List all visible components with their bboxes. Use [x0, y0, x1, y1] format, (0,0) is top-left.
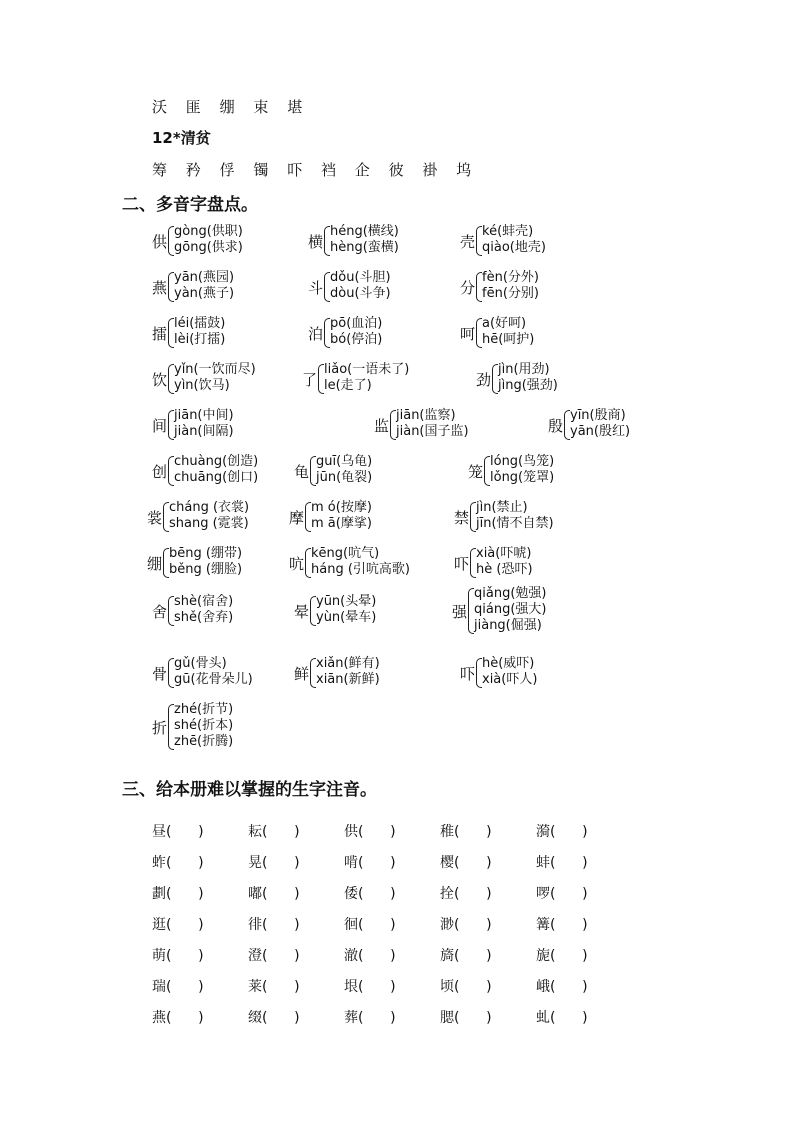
polyphone-char: 裳: [147, 509, 163, 527]
exercise-char: 腮: [440, 1009, 454, 1026]
reading: jìn(禁止): [476, 500, 528, 515]
exercise-char: 逛: [152, 916, 166, 933]
reading: jiàng(倔强): [474, 618, 542, 633]
char: 彼: [388, 161, 404, 179]
exercise-cell: [248, 945, 344, 965]
exercise-cell: [248, 1007, 344, 1027]
reading: gòng(供职): [174, 224, 243, 239]
exercise-char: 莱: [248, 978, 262, 995]
exercise-char: 澈: [344, 947, 358, 964]
exercise-cell: [248, 883, 344, 903]
polyphone-char: 骨: [152, 665, 168, 683]
answer-blank[interactable]: ( ): [358, 854, 396, 871]
exercise-row: [152, 908, 632, 939]
reading: yìn(饮马): [174, 378, 230, 393]
exercise-char: 倭: [344, 885, 358, 902]
reading: jīn(情不自禁): [476, 516, 554, 531]
polyphone-char: 斗: [308, 279, 324, 297]
answer-blank[interactable]: ( ): [550, 978, 588, 995]
char: 褂: [422, 161, 438, 179]
reading: ké(蚌壳): [482, 224, 534, 239]
reading: yān(殷红): [570, 424, 631, 439]
reading: pō(血泊): [330, 316, 383, 331]
exercise-char: 蚱: [152, 854, 166, 871]
exercise-cell: [152, 821, 248, 841]
reading: jiàn(国子监): [396, 424, 469, 439]
reading: héng(横线): [330, 224, 399, 239]
polyphone-char: 分: [460, 279, 476, 297]
exercise-cell: [440, 945, 536, 965]
exercise-cell: [152, 914, 248, 934]
exercise-char: 劃: [152, 885, 166, 902]
reading: fèn(分外): [482, 270, 539, 285]
reading: jìn(用劲): [498, 362, 550, 377]
char: 匪: [185, 98, 201, 116]
reading: shé(折本): [174, 718, 234, 733]
exercise-char: 澄: [248, 947, 262, 964]
reading: hè(威吓): [482, 656, 535, 671]
polyphone-char: 了: [302, 371, 318, 389]
reading: qiáng(强大): [474, 602, 547, 617]
exercise-cell: [536, 914, 632, 934]
reading: dòu(斗争): [330, 286, 391, 301]
char: 俘: [219, 161, 235, 179]
exercise-row: [152, 939, 632, 970]
exercise-cell: [536, 976, 632, 996]
exercise-cell: [248, 976, 344, 996]
answer-blank[interactable]: ( ): [262, 823, 300, 840]
reading: qiào(地壳): [482, 240, 546, 255]
answer-blank[interactable]: ( ): [358, 885, 396, 902]
polyphone-char: 横: [308, 233, 324, 251]
polyphone-char: 间: [152, 417, 168, 435]
reading: jìng(强劲): [498, 378, 558, 393]
answer-blank[interactable]: ( ): [454, 947, 492, 964]
section-heading: 二、多音字盘点。: [122, 195, 258, 215]
reading: a(好呵): [482, 316, 527, 331]
exercise-cell: [344, 945, 440, 965]
reading: gū(花骨朵儿): [174, 672, 253, 687]
reading: yīn(殷商): [570, 408, 626, 423]
polyphone-char: 吭: [289, 555, 305, 573]
polyphone-char: 劲: [476, 371, 492, 389]
answer-blank[interactable]: ( ): [358, 978, 396, 995]
exercise-cell: [440, 883, 536, 903]
answer-blank[interactable]: ( ): [550, 916, 588, 933]
exercise-char: 旖: [440, 947, 454, 964]
reading: jiān(中间): [174, 408, 234, 423]
polyphone-char: 舍: [152, 603, 168, 621]
exercise-char: 渺: [440, 916, 454, 933]
polyphone-char: 吓: [460, 665, 476, 683]
exercise-char: 瑞: [152, 978, 166, 995]
char: 企: [354, 161, 370, 179]
polyphone-char: 供: [152, 233, 168, 251]
answer-blank[interactable]: ( ): [358, 823, 396, 840]
polyphone-char: 监: [374, 417, 390, 435]
answer-blank[interactable]: ( ): [358, 947, 396, 964]
exercise-char: 稚: [440, 823, 454, 840]
reading: gōng(供求): [174, 240, 243, 255]
answer-blank[interactable]: ( ): [262, 854, 300, 871]
answer-blank[interactable]: ( ): [550, 885, 588, 902]
exercise-cell: [344, 883, 440, 903]
exercise-char: 漪: [536, 823, 550, 840]
answer-blank[interactable]: ( ): [550, 854, 588, 871]
reading: yūn(头晕): [316, 594, 377, 609]
reading: liǎo(一语未了): [324, 362, 410, 377]
answer-blank[interactable]: ( ): [550, 823, 588, 840]
polyphone-char: 燕: [152, 279, 168, 297]
reading: yàn(燕子): [174, 286, 235, 301]
answer-blank[interactable]: ( ): [550, 1009, 588, 1026]
reading: cháng (衣裳): [169, 500, 250, 515]
exercise-cell: [344, 976, 440, 996]
exercise-cell: [536, 821, 632, 841]
exercise-cell: [152, 945, 248, 965]
exercise-char: 虬: [536, 1009, 550, 1026]
exercise-row: [152, 815, 632, 846]
exercise-char: 晃: [248, 854, 262, 871]
exercise-char: 缀: [248, 1009, 262, 1026]
polyphone-char: 殷: [548, 417, 564, 435]
char: 沃: [152, 98, 168, 116]
answer-blank[interactable]: ( ): [454, 1009, 492, 1026]
exercise-cell: [344, 821, 440, 841]
reading: qiǎng(勉强): [474, 586, 547, 601]
answer-blank[interactable]: ( ): [262, 885, 300, 902]
answer-blank[interactable]: ( ): [454, 823, 492, 840]
reading: jūn(龟裂): [316, 470, 373, 485]
answer-blank[interactable]: ( ): [454, 978, 492, 995]
reading: hē(呵护): [482, 332, 535, 347]
exercise-char: 蚌: [536, 854, 550, 871]
reading: chuāng(创口): [174, 470, 259, 485]
reading: hè (恐吓): [476, 562, 533, 577]
exercise-char: 昼: [152, 823, 166, 840]
exercise-cell: [344, 852, 440, 872]
reading: xià(吓唬): [476, 546, 532, 561]
exercise-char: 萌: [152, 947, 166, 964]
polyphone-char: 饮: [152, 371, 168, 389]
exercise-char: 峨: [536, 978, 550, 995]
exercise-char: 垠: [344, 978, 358, 995]
exercise-cell: [536, 883, 632, 903]
reading: shè(宿舍): [174, 594, 234, 609]
exercise-char: 徘: [248, 916, 262, 933]
polyphone-char: 强: [452, 603, 468, 621]
exercise-char: 啃: [344, 854, 358, 871]
char: 吓: [287, 161, 303, 179]
polyphone-char: 擂: [152, 325, 168, 343]
exercise-cell: [152, 883, 248, 903]
exercise-cell: [152, 1007, 248, 1027]
lesson-title: 12*清贫: [152, 129, 211, 147]
answer-blank[interactable]: ( ): [358, 1009, 396, 1026]
exercise-char: 供: [344, 823, 358, 840]
exercise-cell: [152, 976, 248, 996]
reading: bó(停泊): [330, 332, 383, 347]
exercise-cell: [344, 1007, 440, 1027]
exercise-row: [152, 877, 632, 908]
char: 堪: [287, 98, 303, 116]
pinyin-exercise-grid: [152, 815, 632, 1032]
exercise-char: 顷: [440, 978, 454, 995]
exercise-cell: [152, 852, 248, 872]
answer-blank[interactable]: ( ): [262, 978, 300, 995]
answer-blank[interactable]: ( ): [166, 1009, 204, 1026]
exercise-cell: [344, 914, 440, 934]
exercise-cell: [536, 945, 632, 965]
exercise-char: 拴: [440, 885, 454, 902]
exercise-row: [152, 1001, 632, 1032]
char: 坞: [456, 161, 472, 179]
polyphone-char: 呵: [460, 325, 476, 343]
reading: fēn(分别): [482, 286, 539, 301]
reading: m ó(按摩): [311, 500, 372, 515]
reading: lǒng(笼罩): [490, 470, 555, 485]
char: 筹: [152, 161, 168, 179]
answer-blank[interactable]: ( ): [454, 854, 492, 871]
answer-blank[interactable]: ( ): [166, 947, 204, 964]
reading: m ā(摩挲): [311, 516, 372, 531]
char: 矜: [185, 161, 201, 179]
polyphone-char: 吓: [454, 555, 470, 573]
reading: yǐn(一饮而尽): [174, 362, 256, 377]
reading: shang (霓裳): [169, 516, 249, 531]
reading: guī(乌龟): [316, 454, 373, 469]
lesson-char-line: [152, 159, 485, 180]
polyphone-char: 晕: [294, 603, 310, 621]
polyphone-char: 泊: [308, 325, 324, 343]
reading: le(走了): [324, 378, 372, 393]
exercise-char: 旎: [536, 947, 550, 964]
exercise-cell: [248, 821, 344, 841]
answer-blank[interactable]: ( ): [166, 854, 204, 871]
reading: háng (引吭高歌): [311, 562, 410, 577]
char: 绷: [219, 98, 235, 116]
exercise-cell: [248, 914, 344, 934]
answer-blank[interactable]: ( ): [454, 885, 492, 902]
exercise-cell: [440, 1007, 536, 1027]
exercise-cell: [440, 976, 536, 996]
exercise-char: 樱: [440, 854, 454, 871]
exercise-char: 徊: [344, 916, 358, 933]
polyphone-char: 壳: [460, 233, 476, 251]
exercise-cell: [536, 1007, 632, 1027]
exercise-char: 燕: [152, 1009, 166, 1026]
reading: hèng(蛮横): [330, 240, 399, 255]
polyphone-char: 摩: [289, 509, 305, 527]
answer-blank[interactable]: ( ): [166, 916, 204, 933]
reading: shě(舍弃): [174, 610, 234, 625]
polyphone-char: 折: [152, 719, 168, 737]
reading: běng (绷脸): [169, 562, 243, 577]
reading: yùn(晕车): [316, 610, 377, 625]
answer-blank[interactable]: ( ): [262, 947, 300, 964]
exercise-char: 嘟: [248, 885, 262, 902]
section-heading: 三、给本册难以掌握的生字注音。: [122, 780, 377, 800]
reading: zhē(折腾): [174, 734, 234, 749]
char: 镯: [253, 161, 269, 179]
reading: chuàng(创造): [174, 454, 259, 469]
polyphone-char: 笼: [468, 463, 484, 481]
exercise-char: 葬: [344, 1009, 358, 1026]
answer-blank[interactable]: ( ): [550, 947, 588, 964]
reading: jiàn(间隔): [174, 424, 234, 439]
reading: xià(吓人): [482, 672, 538, 687]
reading: zhé(折节): [174, 702, 234, 717]
answer-blank[interactable]: ( ): [166, 885, 204, 902]
answer-blank[interactable]: ( ): [166, 978, 204, 995]
top-char-line: [152, 96, 316, 117]
answer-blank[interactable]: ( ): [262, 916, 300, 933]
exercise-char: 啰: [536, 885, 550, 902]
reading: dǒu(斗胆): [330, 270, 391, 285]
char: 裆: [320, 161, 336, 179]
polyphone-char: 鲜: [294, 665, 310, 683]
reading: lóng(鸟笼): [490, 454, 555, 469]
exercise-char: 耘: [248, 823, 262, 840]
reading: yān(燕园): [174, 270, 235, 285]
answer-blank[interactable]: ( ): [358, 916, 396, 933]
reading: xiān(新鲜): [316, 672, 380, 687]
reading: lèi(打擂): [174, 332, 226, 347]
answer-blank[interactable]: ( ): [454, 916, 492, 933]
polyphone-char: 创: [152, 463, 168, 481]
answer-blank[interactable]: ( ): [166, 823, 204, 840]
exercise-cell: [440, 821, 536, 841]
exercise-cell: [440, 852, 536, 872]
exercise-char: 篝: [536, 916, 550, 933]
reading: bēng (绷带): [169, 546, 243, 561]
reading: gǔ(骨头): [174, 656, 227, 671]
polyphone-char: 绷: [147, 555, 163, 573]
polyphone-char: 禁: [454, 509, 470, 527]
reading: kēng(吭气): [311, 546, 380, 561]
exercise-cell: [440, 914, 536, 934]
exercise-row: [152, 970, 632, 1001]
reading: léi(擂鼓): [174, 316, 226, 331]
exercise-row: [152, 846, 632, 877]
polyphone-char: 龟: [294, 463, 310, 481]
reading: xiǎn(鲜有): [316, 656, 380, 671]
reading: jiān(监察): [396, 408, 456, 423]
answer-blank[interactable]: ( ): [262, 1009, 300, 1026]
exercise-cell: [536, 852, 632, 872]
exercise-cell: [248, 852, 344, 872]
char: 束: [253, 98, 269, 116]
